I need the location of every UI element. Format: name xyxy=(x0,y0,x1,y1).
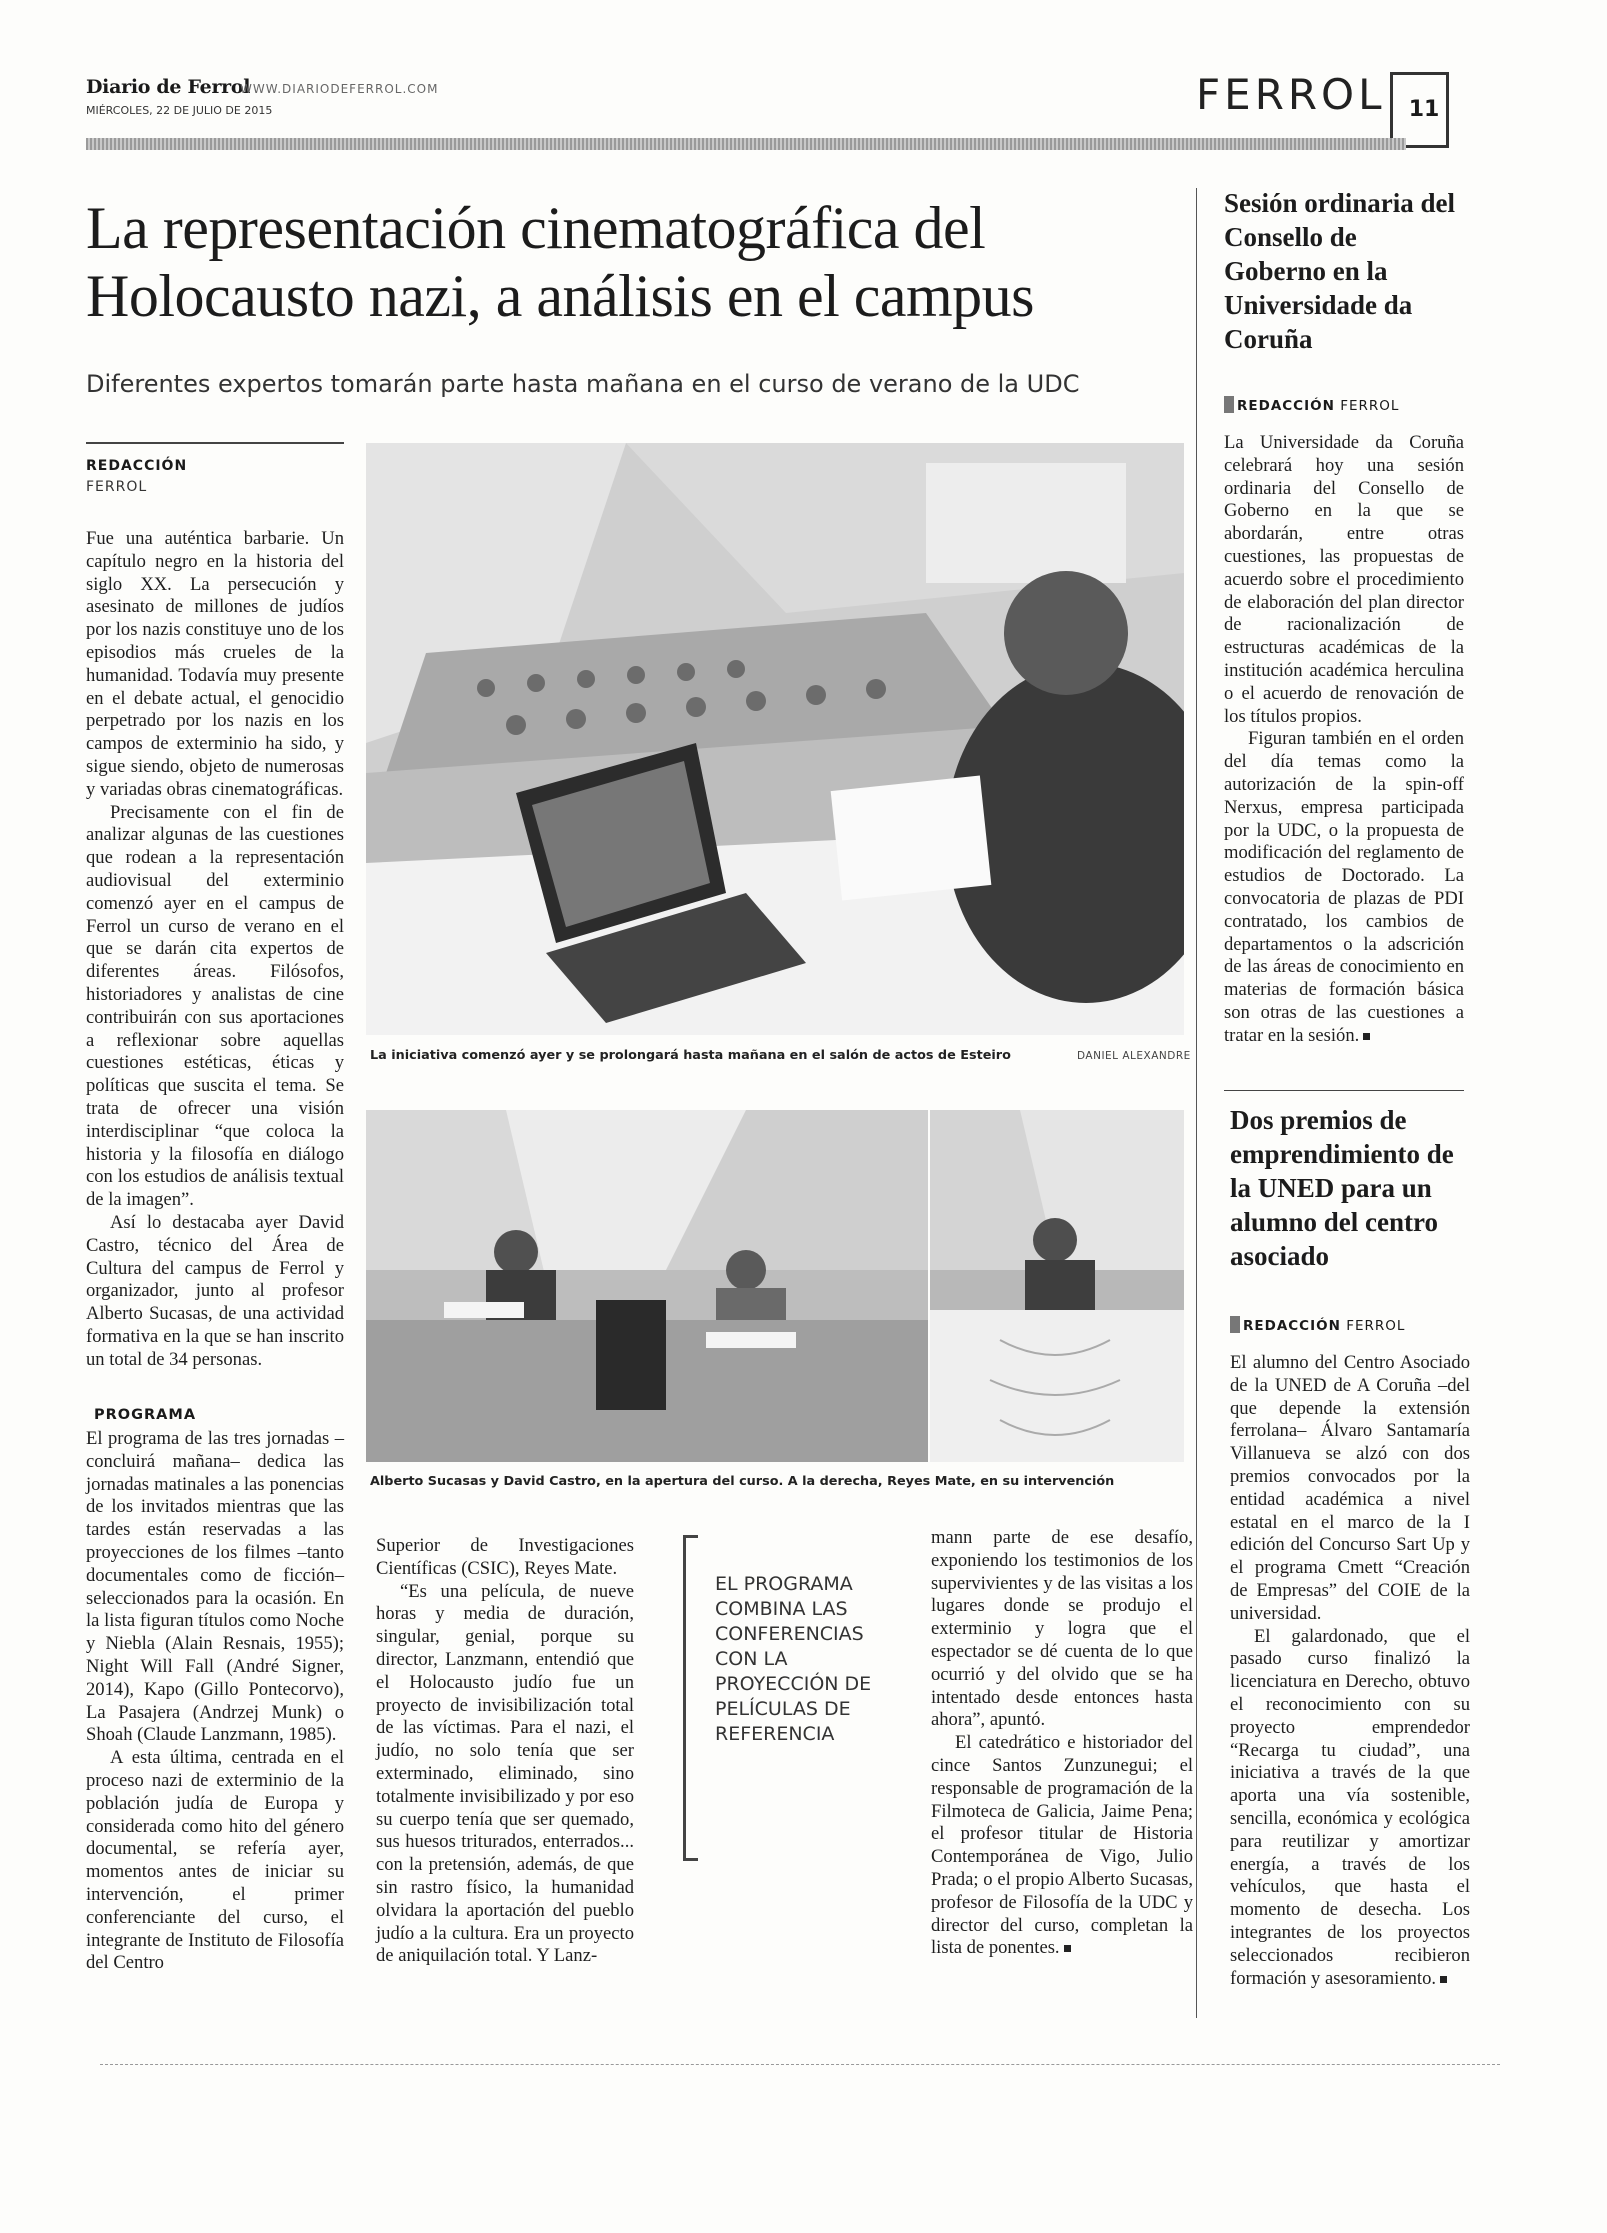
end-mark xyxy=(1363,1033,1370,1040)
issue-date: MIÉRCOLES, 22 DE JULIO DE 2015 xyxy=(86,104,273,117)
sidebar-1-body xyxy=(1224,432,1464,1048)
sidebar-2-body xyxy=(1230,1352,1470,1990)
paragraph xyxy=(1230,1626,1470,1991)
photo-1-credit: DANIEL ALEXANDRE xyxy=(1077,1050,1191,1062)
sidebar-1-byline xyxy=(1224,396,1399,414)
headline-line-1: La representación cinematográfica del xyxy=(86,195,986,261)
paragraph: Así lo destacaba ayer David Castro, técnico del Área de Cultura del campus de Ferrol y organizador, junto al profesor Alberto Sucasas, de una actividad formativa en la que se han inscrito un total de 34 personas. xyxy=(86,1211,344,1370)
sidebar-2-byline-author: REDACCIÓN xyxy=(1243,1318,1341,1334)
sidebar-divider xyxy=(1224,1090,1464,1091)
newspaper-url: WWW.DIARIODEFERROL.COM xyxy=(240,82,439,96)
paragraph-text: El galardonado, que el pasado curso finalizó la licenciatura en Derecho, obtuvo el reconocimiento con su proyecto emprendedor “Recarga tu ciudad”, una iniciativa a través de la que aporta una vía sostenible, sencilla, económica y ecológica para reutilizar y amortizar energía, a través de los vehículos, que hasta el momento de desecha. Los integrantes de los proyectos seleccionados recibieron formación y asesoramiento. xyxy=(1230,1625,1470,1989)
sidebar-2-byline xyxy=(1230,1316,1405,1334)
opening-panel-illustration xyxy=(366,1110,928,1462)
paragraph: A esta última, centrada en el proceso nazi de exterminio de la población judía de Europa y considerada como hito del género documental, se refería ayer, momentos antes de iniciar su intervención, el primer conferenciante del curso, el integrante de Instituto de Filosofía del Centro xyxy=(86,1747,344,1974)
byline-rule xyxy=(86,442,344,444)
paragraph-text: El catedrático e historiador del cince Santos Zunzunegui; el responsable de programación de la Filmoteca de Galicia, Jaime Pena; el profesor titular de Historia Contemporánea de Vigo, Julio Prada; o el propio Alberto Sucasas, profesor de Filosofía de la UDC y director del curso, completan la lista de ponentes. xyxy=(931,1732,1193,1959)
sidebar-1-headline: Sesión ordinaria del Consello de Goberno en la Universidade da Coruña xyxy=(1224,188,1456,354)
page-bottom-rule xyxy=(100,2064,1500,2065)
paragraph: mann parte de ese desafío, exponiendo los testimonios de los supervivientes y de las visitas a los lugares donde se produjo el exterminio y logra que el espectador se dé cuenta de lo que ocurrió y del olvido que se ha intentado desde entonces hasta ahora”, apuntó. xyxy=(931,1527,1193,1731)
end-mark xyxy=(1440,1976,1447,1983)
article-column-1-continued xyxy=(86,1428,344,1975)
paragraph: Fue una auténtica barbarie. Un capítulo negro en la historia del siglo XX. La persecución y asesinato de millones de judíos por los nazis constituye uno de los episodios más crueles de la humanidad. Todavía muy presente en el debate actual, el genocidio perpetrado por los nazis en los campos de exterminio ha sido, y sigue siendo, objeto de numerosas y variadas obras cinematográficas. xyxy=(86,528,344,800)
subtitle-programa: PROGRAMA xyxy=(94,1407,197,1423)
article-column-2 xyxy=(376,1535,634,1968)
paragraph-text: Figuran también en el orden del día temas como la autorización de la spin-off Nerxus, empresa participada por la UDC, o la propuesta de modificación del reglamento de estudios de Doctorado. La convocatoria de plazas de PDI contratado, los cambios de departamentos o la adscrición de las áreas de conocimiento en materias de formación básica son otras de las cuestiones a tratar en la sesión. xyxy=(1224,728,1464,1046)
byline-marker xyxy=(1224,396,1234,413)
sidebar-1-byline-place: FERROL xyxy=(1340,398,1400,414)
page-number: 11 xyxy=(1402,72,1449,148)
lecture-hall-illustration xyxy=(366,443,1184,1035)
photo-opening-panel xyxy=(366,1110,928,1462)
paragraph xyxy=(931,1732,1193,1960)
photo-lecture-hall xyxy=(366,443,1184,1035)
paragraph: Precisamente con el fin de analizar algunas de las cuestiones que rodean a la representación audiovisual del exterminio comenzó ayer en el campus de Ferrol un curso de verano en el que se darán cita expertos de diferentes áreas. Filósofos, historiadores y analistas de cine contribuirán con sus aportaciones a reflexionar sobre aquellas cuestiones estéticas, éticas y políticas que suscita el tema. Se trata de ofrecer una visión interdisciplinar “que coloca la historia y la filosofía en diálogo con los estudios de análisis textual de la imagen”. xyxy=(86,801,344,1211)
pullquote-bracket xyxy=(683,1535,698,1861)
article-subhead: Diferentes expertos tomarán parte hasta mañana en el curso de verano de la UDC xyxy=(86,370,1080,398)
sidebar-1-byline-author: REDACCIÓN xyxy=(1237,398,1335,414)
photo-1-caption: La iniciativa comenzó ayer y se prolongará hasta mañana en el salón de actos de Esteiro xyxy=(370,1048,1011,1063)
byline-author: REDACCIÓN xyxy=(86,458,188,474)
column-separator xyxy=(1196,188,1197,2018)
headline-line-2: Holocausto nazi, a análisis en el campus xyxy=(86,263,1035,329)
byline-place: FERROL xyxy=(86,479,148,495)
paragraph: El programa de las tres jornadas –concluirá mañana– dedica las jornadas matinales a las ponencias de los invitados mientras que las tardes están reservadas a las proyecciones de los filmes –tanto documentales como de ficción– seleccionados para la ocasión. En la lista figuran títulos como Noche y Niebla (Alain Resnais, 1955); Night Will Fall (André Signer, 2014), Kapo (Gillo Pontecorvo), La Pasajera (Andrzej Munk) o Shoah (Claude Lanzmann, 1985). xyxy=(86,1428,344,1746)
reyes-mate-illustration xyxy=(930,1110,1184,1462)
newspaper-name: Diario de Ferrol xyxy=(86,76,251,98)
photo-reyes-mate xyxy=(930,1110,1184,1462)
sidebar-2-headline: Dos premios de emprendimiento de la UNED para un alumno del centro asociado xyxy=(1230,1105,1454,1271)
article-column-4 xyxy=(931,1527,1193,1960)
top-rule xyxy=(86,138,1406,150)
paragraph: El alumno del Centro Asociado de la UNED de A Coruña –del que depende la extensión ferrolana– Álvaro Santamaría Villanueva se alzó con dos premios convocados por la entidad académica a nivel estatal en el marco de la I edición del Concurso Sart Up y el programa Cmett “Creación de Empresas” del COIE de la universidad. xyxy=(1230,1352,1470,1624)
paragraph xyxy=(1224,728,1464,1047)
article-headline xyxy=(86,194,1206,330)
paragraph: Superior de Investigaciones Científicas (CSIC), Reyes Mate. xyxy=(376,1535,634,1579)
end-mark xyxy=(1064,1945,1071,1952)
article-column-1 xyxy=(86,528,344,1371)
paragraph: La Universidade da Coruña celebrará hoy una sesión ordinaria del Consello de Goberno en la que se abordarán, entre otras cuestiones, las propuestas de acuerdo sobre el procedimiento de elaboración del plan director de racionalización de estructuras académicas de la institución académica herculina o el acuerdo de renovación de los títulos propios. xyxy=(1224,432,1464,727)
section-title: FERROL xyxy=(1196,70,1386,119)
sidebar-2-byline-place: FERROL xyxy=(1346,1318,1406,1334)
byline-marker xyxy=(1230,1316,1240,1333)
pullquote: EL PROGRAMA COMBINA LAS CONFERENCIAS CON LA PROYECCIÓN DE PELÍCULAS DE REFERENCIA xyxy=(715,1573,872,1745)
paragraph: “Es una película, de nueve horas y media de duración, singular, genial, porque su director, Lanzmann, entendió que el Holocausto judío fue un proyecto de invisibilización total de las víctimas. Para el nazi, el judío, no solo tenía que ser exterminado, eliminado, sino totalmente invisibilizado y por eso su cuerpo tenía que ser quemado, sus huesos triturados, enterrados... con la pretensión, además, de que sin rastro físico, la humanidad olvidara la aportación del pueblo judío a la cultura. Era un proyecto de aniquilación total. Y Lanz- xyxy=(376,1580,634,1967)
photo-2-caption: Alberto Sucasas y David Castro, en la apertura del curso. A la derecha, Reyes Mate, en su intervención xyxy=(370,1474,1115,1489)
